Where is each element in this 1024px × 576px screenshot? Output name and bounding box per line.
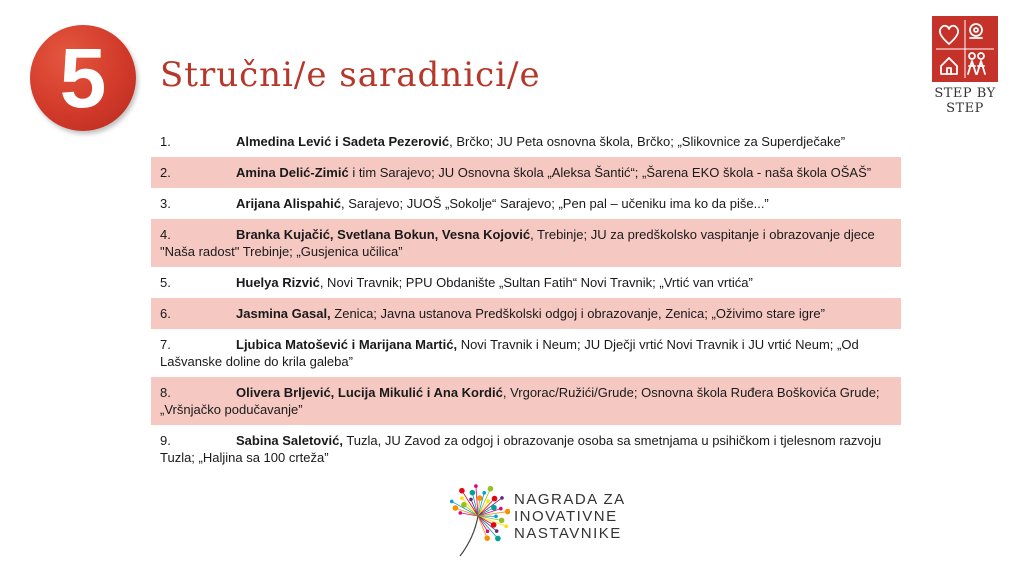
list-item-details: i tim Sarajevo; JU Osnovna škola „Aleksa Šantić“; „Šarena EKO škola - naša škola OŠAŠ”: [348, 165, 872, 180]
list-item-number: 2.: [160, 165, 171, 180]
awardee-list: [151, 126, 901, 473]
list-item-number: 3.: [160, 196, 171, 211]
list-item: [151, 219, 901, 267]
list-item: [151, 298, 901, 329]
list-item-names: Almedina Lević i Sadeta Pezerović: [236, 134, 450, 149]
list-item: [151, 329, 901, 377]
list-item-names: Branka Kujačić, Svetlana Bokun, Vesna Kojović: [236, 227, 531, 242]
list-item-details: , Sarajevo; JUOŠ „Sokolje“ Sarajevo; „Pen pal – učeniku ima ko da piše...”: [341, 196, 769, 211]
list-item-details: Novi Travnik i Neum; JU Dječji vrtić Novi Travnik i JU vrtić Neum; „Od Lašvanske doline do krila galeba”: [160, 337, 859, 369]
section-number: 5: [59, 31, 107, 125]
award-name-line-3: NASTAVNIKE: [514, 525, 622, 542]
award-name-line-2: INOVATIVNE: [514, 508, 618, 525]
list-item-number: 8.: [160, 385, 171, 400]
dandelion-logo-icon: [440, 480, 510, 560]
list-item-details: Tuzla, JU Zavod za odgoj i obrazovanje osoba sa smetnjama u psihičkom i tjelesnom razvoju Tuzla; „Haljina sa 100 crteža”: [160, 433, 882, 465]
section-number-badge: [30, 25, 136, 131]
list-item-names: Amina Delić-Zimić: [236, 165, 349, 180]
list-item-details: , Vrgorac/Ružići/Grude; Osnovna škola Ruđera Boškovića Grude; „Vršnjačko podučavanje”: [160, 385, 880, 417]
list-item: [151, 126, 901, 157]
list-item-number: 4.: [160, 227, 171, 242]
award-name-line-1: NAGRADA ZA: [514, 491, 626, 508]
list-item-names: Olivera Brljević, Lucija Mikulić i Ana Kordić: [236, 385, 503, 400]
list-item-number: 5.: [160, 275, 171, 290]
list-item: [151, 377, 901, 425]
list-item-names: Jasmina Gasal,: [236, 306, 331, 321]
list-item-names: Sabina Saletović,: [236, 433, 343, 448]
list-item-number: 9.: [160, 433, 171, 448]
list-item-names: Ljubica Matošević i Marijana Martić,: [236, 337, 458, 352]
list-item-details: , Trebinje; JU za predškolsko vaspitanje i obrazovanje djece "Naša radost" Trebinje; „Gusjenica učilica”: [160, 227, 875, 259]
award-name: [514, 492, 626, 543]
step-by-step-logo-icon: [932, 16, 998, 82]
list-item-names: Arijana Alispahić: [236, 196, 341, 211]
list-item-number: 1.: [160, 134, 171, 149]
list-item: [151, 425, 901, 473]
list-item: [151, 188, 901, 219]
list-item-details: , Brčko; JU Peta osnovna škola, Brčko; „Slikovnice za Superdječake”: [449, 134, 846, 149]
list-item-number: 6.: [160, 306, 171, 321]
list-item: [151, 267, 901, 298]
page-title: Stručni/e saradnici/e: [160, 55, 541, 95]
list-item-details: Zenica; Javna ustanova Predškolski odgoj i obrazovanje, Zenica; „Oživimo stare igre”: [330, 306, 825, 321]
list-item-number: 7.: [160, 337, 171, 352]
list-item-names: Huelya Rizvić: [236, 275, 320, 290]
step-by-step-wordmark: STEP BY STEP: [934, 86, 996, 116]
list-item-details: , Novi Travnik; PPU Obdanište „Sultan Fatih“ Novi Travnik; „Vrtić van vrtića”: [319, 275, 753, 290]
list-item: [151, 157, 901, 188]
